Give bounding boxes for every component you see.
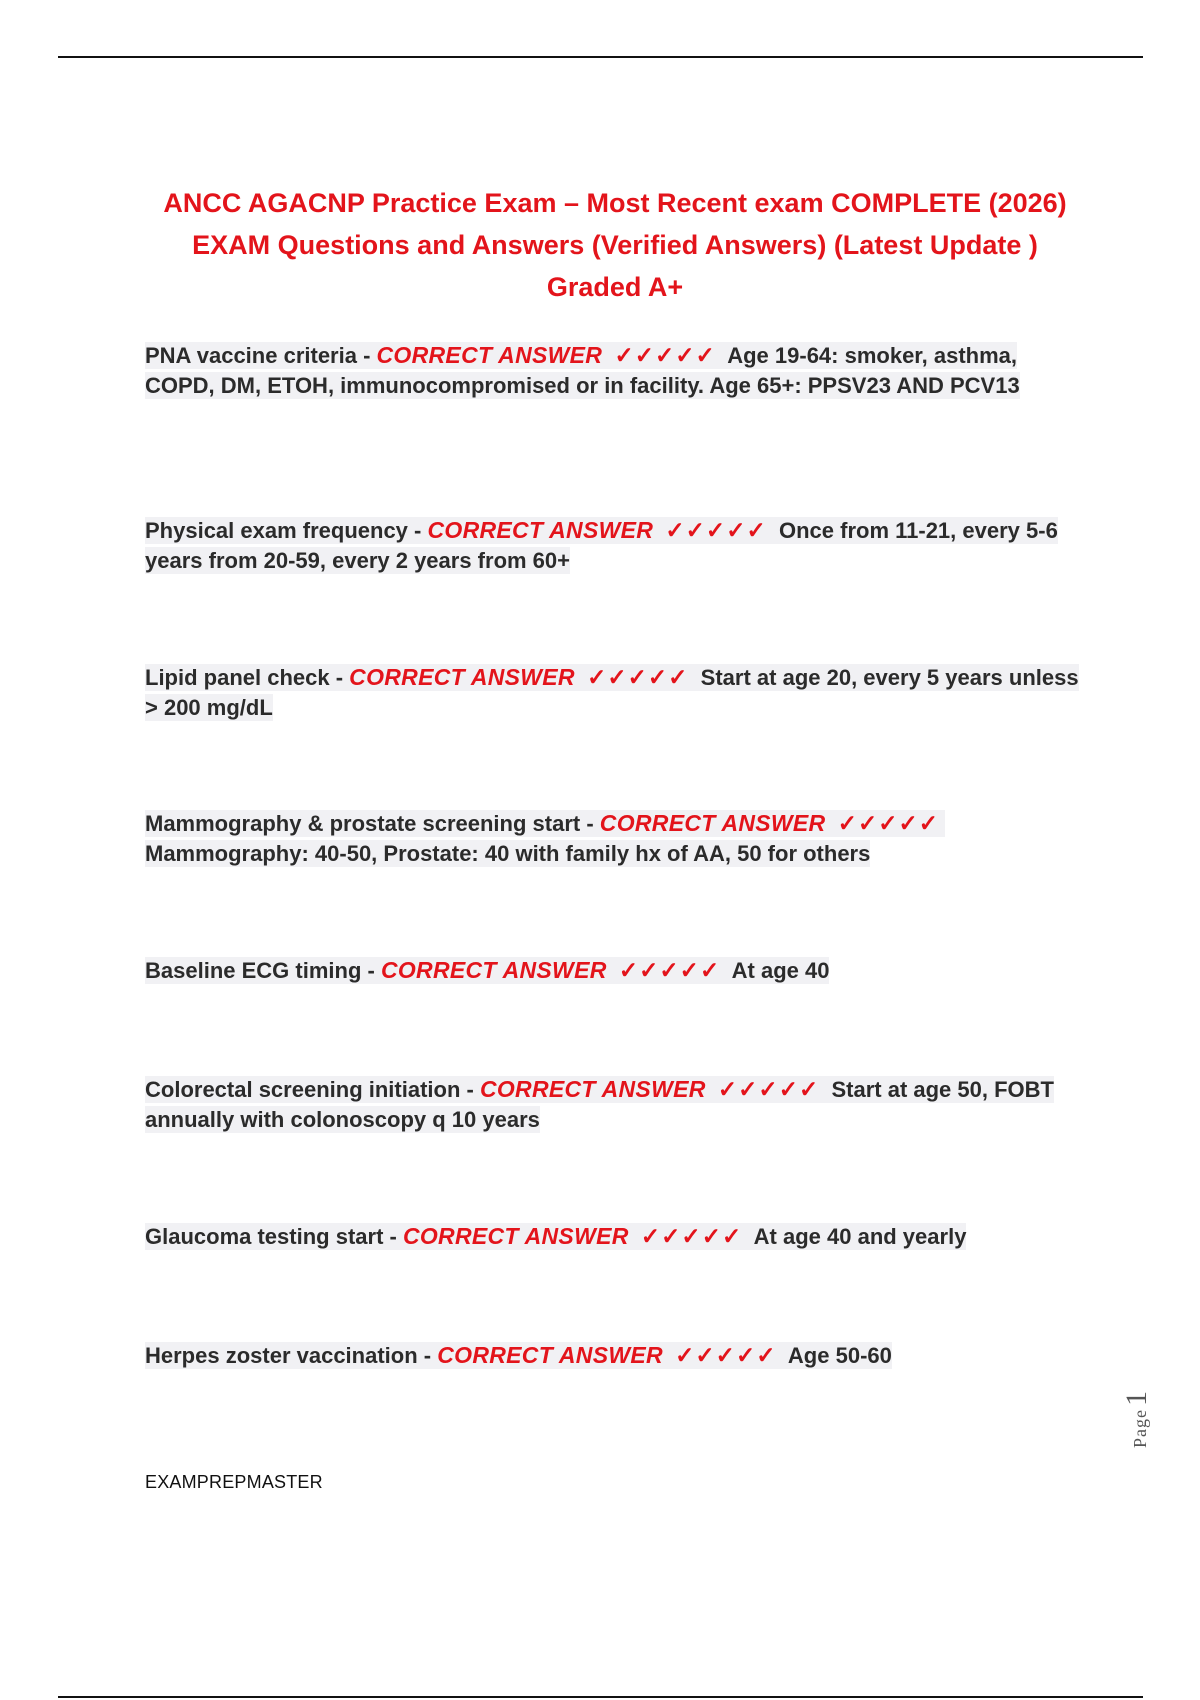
checkmarks-icon: ✓✓✓✓✓ (618, 957, 721, 983)
page-label: Page (1130, 1409, 1150, 1448)
answer-text: Age 19-64: smoker, asthma, COPD, DM, ETOH, immunocompromised or in facility. Age 65+: PPSV23 AND PCV13 (145, 343, 1020, 398)
correct-answer-label: CORRECT ANSWER (427, 517, 654, 543)
correct-answer-label: CORRECT ANSWER (402, 1223, 629, 1249)
title-line-3: Graded A+ (546, 272, 684, 302)
question-text: Physical exam frequency - (145, 518, 428, 543)
qa-item-physical-exam (145, 515, 1085, 576)
question-text: Baseline ECG timing - (145, 958, 381, 983)
qa-item-pna-vaccine (145, 340, 1085, 401)
answer-text: Start at age 50, FOBT annually with colonoscopy q 10 years (145, 1077, 1054, 1132)
answer-text: Mammography: 40-50, Prostate: 40 with family hx of AA, 50 for others (145, 841, 871, 866)
correct-answer-label: CORRECT ANSWER (376, 342, 603, 368)
qa-item-mammography-prostate (145, 808, 1085, 869)
answer-text: At age 40 and yearly (753, 1224, 967, 1249)
checkmarks-icon: ✓✓✓✓✓ (665, 517, 767, 543)
correct-answer-label: CORRECT ANSWER (479, 1076, 706, 1102)
correct-answer-label: CORRECT ANSWER (380, 957, 607, 983)
question-text: Herpes zoster vaccination - (145, 1343, 438, 1368)
bottom-rule (58, 1696, 1143, 1698)
answer-text: Once from 11-21, every 5-6 years from 20-59, every 2 years from 60+ (145, 518, 1058, 573)
checkmarks-icon: ✓✓✓✓✓ (675, 1342, 777, 1368)
title-line-2: EXAM Questions and Answers (Verified Answers) (Latest Update ) (192, 230, 1038, 260)
qa-item-lipid-panel (145, 662, 1085, 723)
correct-answer-label: CORRECT ANSWER (437, 1342, 663, 1368)
correct-answer-label: CORRECT ANSWER (349, 664, 575, 690)
question-text: Colorectal screening initiation - (145, 1077, 480, 1102)
document-title (110, 182, 1120, 308)
checkmarks-icon: ✓✓✓✓✓ (614, 342, 716, 368)
checkmarks-icon: ✓✓✓✓✓ (640, 1223, 743, 1249)
question-text: Lipid panel check - (145, 665, 350, 690)
checkmarks-icon: ✓✓✓✓✓ (837, 810, 940, 836)
question-text: PNA vaccine criteria - (145, 343, 377, 368)
checkmarks-icon: ✓✓✓✓✓ (717, 1076, 820, 1102)
answer-text: At age 40 (731, 958, 830, 983)
checkmarks-icon: ✓✓✓✓✓ (587, 664, 689, 690)
correct-answer-label: CORRECT ANSWER (599, 810, 826, 836)
qa-item-herpes-zoster (145, 1340, 1085, 1371)
answer-text: Age 50-60 (787, 1343, 892, 1368)
qa-item-baseline-ecg (145, 955, 1085, 986)
top-rule (58, 56, 1143, 58)
answer-text: Start at age 20, every 5 years unless > 200 mg/dL (145, 665, 1079, 720)
question-text: Mammography & prostate screening start - (145, 811, 600, 836)
page-number-marker (1120, 1338, 1180, 1448)
qa-item-colorectal-screening (145, 1074, 1085, 1135)
title-line-1: ANCC AGACNP Practice Exam – Most Recent exam COMPLETE (2026) (163, 188, 1067, 218)
page-number: 1 (1120, 1391, 1153, 1406)
question-text: Glaucoma testing start - (145, 1224, 403, 1249)
qa-item-glaucoma-testing (145, 1221, 1085, 1252)
footer-brand: EXAMPREPMASTER (145, 1472, 323, 1492)
